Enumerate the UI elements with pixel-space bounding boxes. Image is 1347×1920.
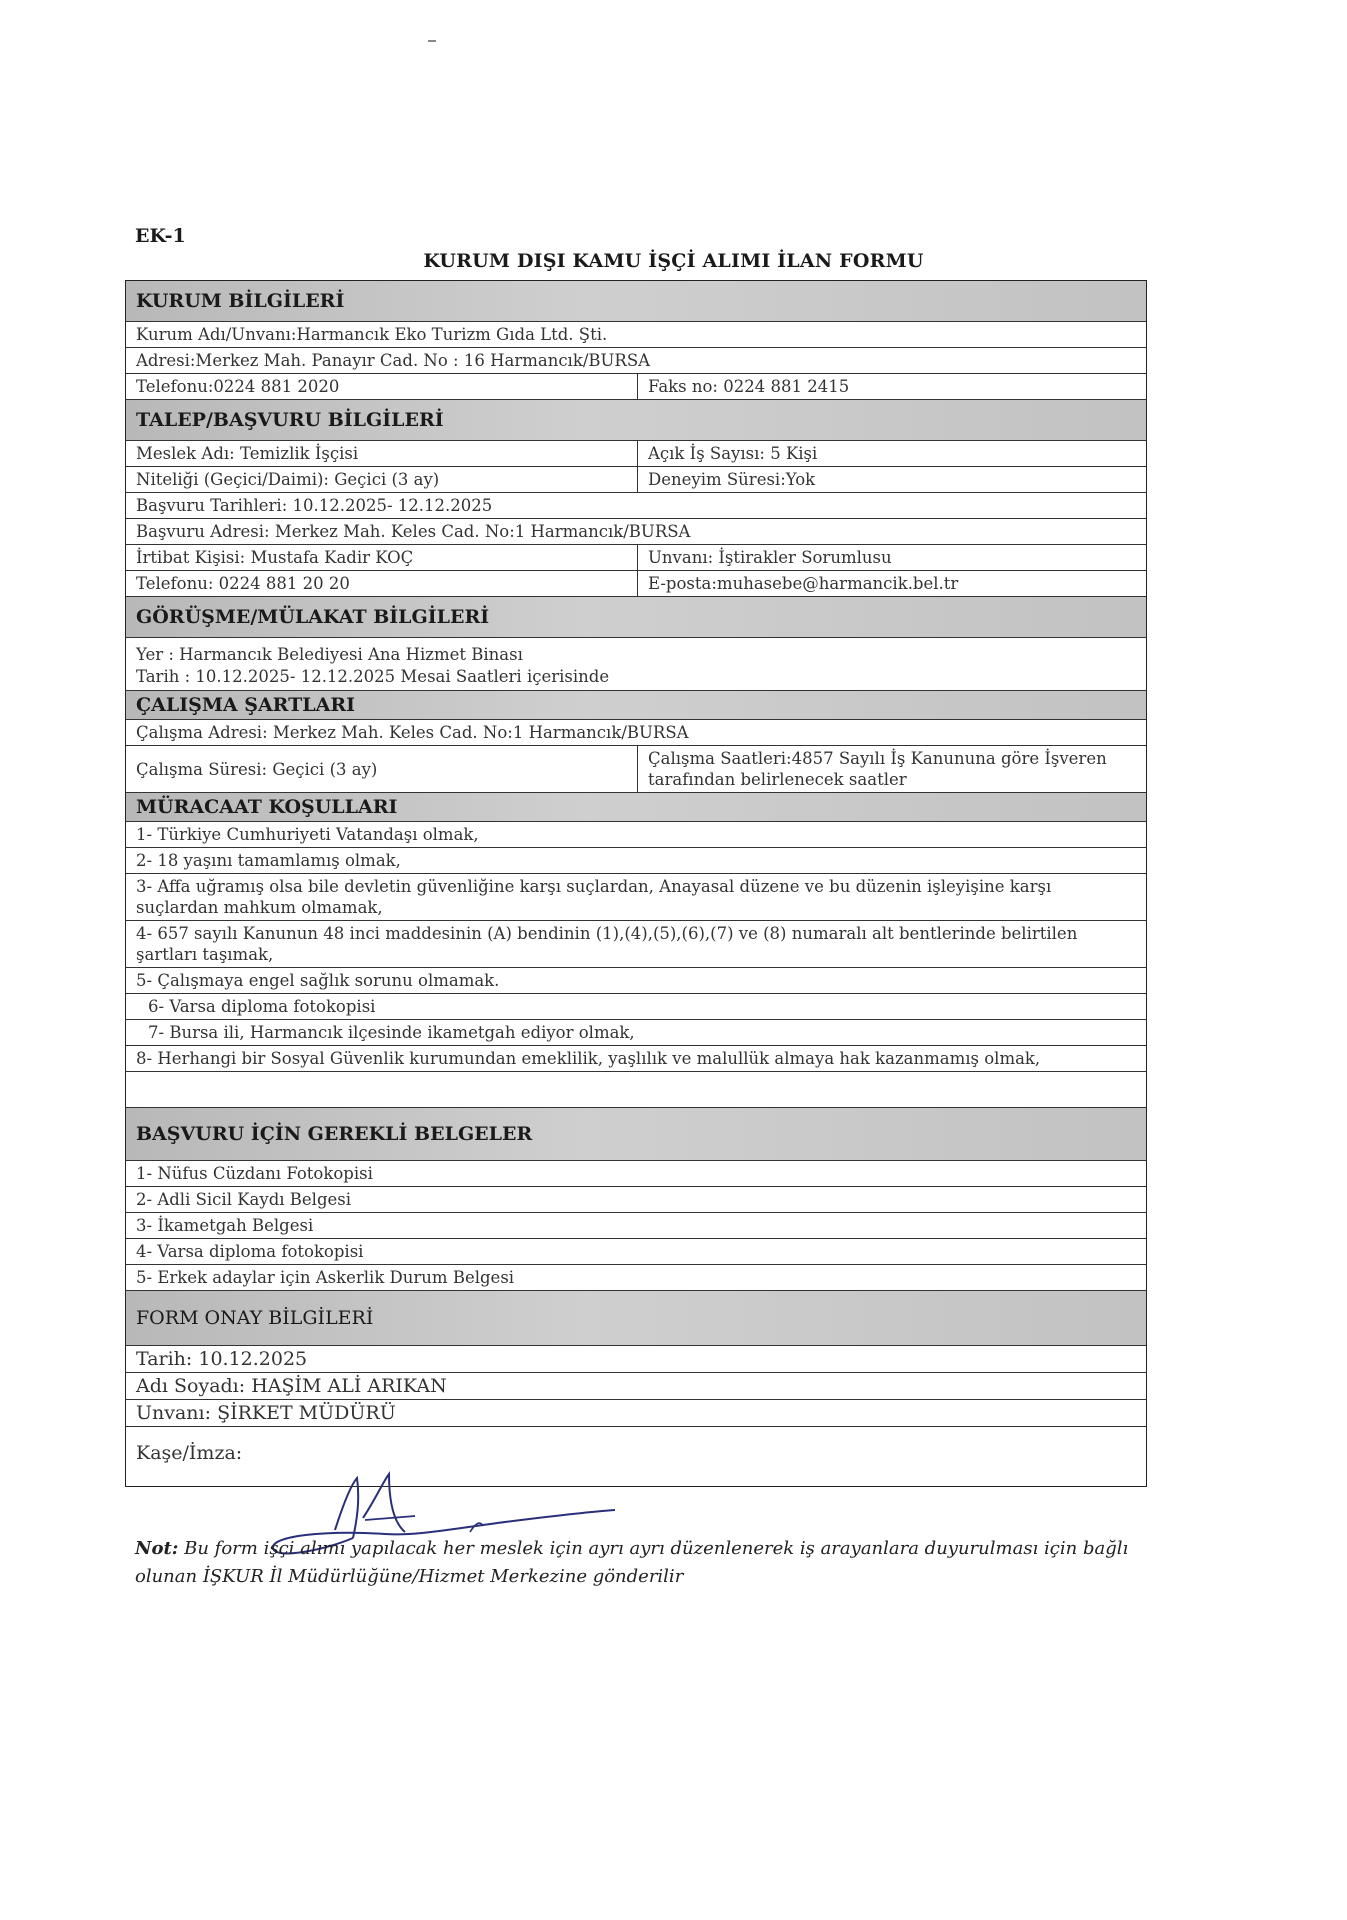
section-header-onay: FORM ONAY BİLGİLERİ — [126, 1290, 1146, 1345]
footer-note — [135, 1535, 1150, 1591]
document-item: 1- Nüfus Cüzdanı Fotokopisi — [126, 1160, 1146, 1186]
document-item: 2- Adli Sicil Kaydı Belgesi — [126, 1186, 1146, 1212]
interview-date: Tarih : 10.12.2025- 12.12.2025 Mesai Saatleri içerisinde — [136, 667, 610, 686]
gorusme-row — [126, 637, 1146, 690]
kurum-name: Kurum Adı/Unvanı:Harmancık Eko Turizm Gıda Ltd. Şti. — [136, 325, 608, 344]
contact-person: İrtibat Kişisi: Mustafa Kadir KOÇ — [126, 545, 638, 570]
work-duration: Çalışma Süresi: Geçici (3 ay) — [126, 746, 638, 792]
requirement-item: 7- Bursa ili, Harmancık ilçesinde ikametgah ediyor olmak, — [126, 1019, 1146, 1045]
approval-date: Tarih: 10.12.2025 — [136, 1348, 308, 1370]
contact-phone: Telefonu: 0224 881 20 20 — [126, 571, 638, 596]
approver-title: Unvanı: ŞİRKET MÜDÜRÜ — [136, 1402, 396, 1424]
form-title: KURUM DIŞI KAMU İŞÇİ ALIMI İLAN FORMU — [423, 250, 924, 272]
requirement-item: 2- 18 yaşını tamamlamış olmak, — [126, 847, 1146, 873]
contact-email: E-posta:muhasebe@harmancik.bel.tr — [648, 574, 959, 593]
work-hours: Çalışma Saatleri:4857 Sayılı İş Kanununa göre İşveren tarafından belirlenecek saatler — [648, 749, 1107, 789]
scan-mark — [428, 40, 436, 42]
kurum-phone-row — [126, 373, 1146, 399]
open-jobs: Açık İş Sayısı: 5 Kişi — [648, 444, 818, 463]
calisma-address-row — [126, 719, 1146, 745]
approval-name-row — [126, 1372, 1146, 1399]
signature-label: Kaşe/İmza: — [136, 1442, 243, 1464]
job-nature: Niteliği (Geçici/Daimi): Geçici (3 ay) — [126, 467, 638, 492]
note-text: Bu form işçi alımı yapılacak her meslek için ayrı ayrı düzenlenerek iş arayanlara duyurulması için bağlı olunan İŞKUR İl Müdürlüğüne/Hizmet Merkezine gönderilir — [135, 1538, 1129, 1587]
talep-row-5 — [126, 544, 1146, 570]
section-header-kurum: KURUM BİLGİLERİ — [126, 281, 1146, 321]
experience: Deneyim Süresi:Yok — [648, 470, 816, 489]
approval-date-row — [126, 1345, 1146, 1372]
section-header-talep: TALEP/BAŞVURU BİLGİLERİ — [126, 399, 1146, 440]
kurum-phone: Telefonu:0224 881 2020 — [126, 374, 638, 399]
requirement-item: 4- 657 sayılı Kanunun 48 inci maddesinin (A) bendinin (1),(4),(5),(6),(7) ve (8) numaralı alt bentlerinde belirtilen şartları taşımak, — [126, 920, 1146, 967]
requirement-item: 8- Herhangi bir Sosyal Güvenlik kurumundan emeklilik, yaşlılık ve malullük almaya hak kazanmamış olmak, — [126, 1045, 1146, 1071]
kurum-address: Adresi:Merkez Mah. Panayır Cad. No : 16 Harmancık/BURSA — [136, 351, 651, 370]
section-header-belgeler: BAŞVURU İÇİN GEREKLİ BELGELER — [126, 1107, 1146, 1160]
occupation: Meslek Adı: Temizlik İşçisi — [126, 441, 638, 466]
application-dates: Başvuru Tarihleri: 10.12.2025- 12.12.2025 — [136, 496, 493, 515]
talep-row-2 — [126, 466, 1146, 492]
talep-row-4 — [126, 518, 1146, 544]
application-address: Başvuru Adresi: Merkez Mah. Keles Cad. No:1 Harmancık/BURSA — [136, 522, 691, 541]
talep-row-6 — [126, 570, 1146, 596]
requirement-item: 1- Türkiye Cumhuriyeti Vatandaşı olmak, — [126, 821, 1146, 847]
kurum-fax: Faks no: 0224 881 2415 — [648, 377, 850, 396]
document-item: 5- Erkek adaylar için Askerlik Durum Belgesi — [126, 1264, 1146, 1290]
section-header-muracaat: MÜRACAAT KOŞULLARI — [126, 792, 1146, 821]
talep-row-1 — [126, 440, 1146, 466]
document-item: 3- İkametgah Belgesi — [126, 1212, 1146, 1238]
requirement-item: 5- Çalışmaya engel sağlık sorunu olmamak. — [126, 967, 1146, 993]
approver-name: Adı Soyadı: HAŞİM ALİ ARIKAN — [136, 1375, 447, 1397]
form-table — [125, 280, 1147, 1487]
kurum-name-row — [126, 321, 1146, 347]
section-header-calisma: ÇALIŞMA ŞARTLARI — [126, 690, 1146, 719]
approval-title-row — [126, 1399, 1146, 1426]
calisma-hours-row — [126, 745, 1146, 792]
requirement-item: 6- Varsa diploma fotokopisi — [126, 993, 1146, 1019]
note-label: Not: — [135, 1538, 179, 1559]
interview-place: Yer : Harmancık Belediyesi Ana Hizmet Binası — [136, 645, 523, 664]
contact-title: Unvanı: İştirakler Sorumlusu — [648, 548, 892, 567]
blank-row — [126, 1071, 1146, 1107]
requirement-item: 3- Affa uğramış olsa bile devletin güvenliğine karşı suçlardan, Anayasal düzene ve bu düzenin işleyişine karşı suçlardan mahkum olmamak, — [126, 873, 1146, 920]
work-address: Çalışma Adresi: Merkez Mah. Keles Cad. No:1 Harmancık/BURSA — [136, 723, 689, 742]
section-header-gorusme: GÖRÜŞME/MÜLAKAT BİLGİLERİ — [126, 596, 1146, 637]
kurum-address-row — [126, 347, 1146, 373]
talep-row-3 — [126, 492, 1146, 518]
document-item: 4- Varsa diploma fotokopisi — [126, 1238, 1146, 1264]
form-code: EK-1 — [135, 225, 186, 247]
